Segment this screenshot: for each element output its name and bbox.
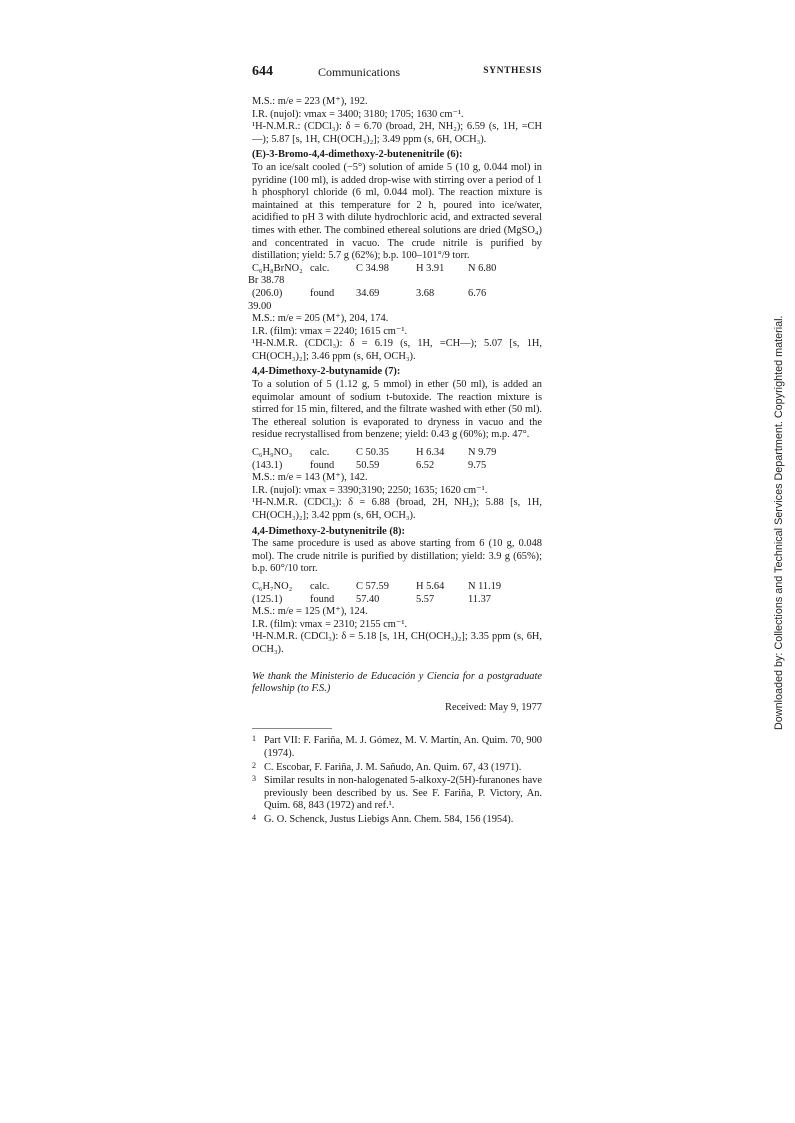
section-6-ms: M.S.: m/e = 205 (M⁺), 204, 174. (252, 313, 389, 325)
analysis-found-row: (125.1) found 57.40 5.57 11.37 (252, 593, 491, 605)
analysis-found-row: (206.0) found 34.69 3.68 6.76 39.00 (248, 287, 487, 312)
journal-name: SYNTHESIS (483, 66, 542, 76)
section-6-body: To an ice/salt cooled (−5°) solution of amide 5 (10 g, 0.044 mol) in pyridine (100 ml), is added drop-wise with stirring over a period of 1 h phosphoryl chloride (6 ml, 0.044 mol). The reaction mixture is maintained at this temperature for 2 h, poured into ice/water, acidified to pH 3 with dilute hydrochloric acid, and extracted several times with ether. The combined ethereal solutions are dried (MgSO₄) and concentrated in vacuo. The crude nitrile is purified by distillation; yield: 5.7 g (62%); b.p. 100–101°/9 torr. (252, 161, 542, 262)
footnote-text: Part VII: F. Fariña, M. J. Gómez, M. V. Martín, An. Quim. 70, 900 (1974). (264, 735, 542, 759)
footnote (252, 762, 542, 775)
section-7-body: To a solution of 5 (1.12 g, 5 mmol) in ether (50 ml), is added an equimolar amount of sodium t-butoxide. The reaction mixture is stirred for 15 min, filtered, and the filtrate washed with ether (50 ml). The ethereal solution is evaporated to dryness in vacuo and the residue recrystallised from benzene; yield: 0.43 g (60%); m.p. 47°. (252, 379, 542, 441)
running-header (252, 64, 542, 80)
footnote (252, 735, 542, 760)
section-8-ms: M.S.: m/e = 125 (M⁺), 124. (252, 606, 368, 618)
download-notice (773, 315, 787, 1110)
received-date: Received: May 9, 1977 (445, 701, 542, 713)
section-7-nmr: ¹H-N.M.R. (CDCl₃): δ = 6.88 (broad, 2H, NH₂); 5.88 [s, 1H, CH(OCH₃)₂]; 3.42 ppm (s, 6H, OCH₃). (252, 497, 542, 521)
footnotes (252, 735, 542, 826)
footnote-number: 3 (252, 774, 256, 784)
footnote-number: 2 (252, 760, 256, 770)
text-column (248, 96, 542, 827)
footnote-text: Similar results in non-halogenated 5-alkoxy-2(5H)-furanones have previously been described by us. See F. Fariña, P. Victory, An. Quim. 68, 843 (1972) and ref.¹. (264, 775, 542, 812)
section-7-ms: M.S.: m/e = 143 (M⁺), 142. (252, 472, 368, 484)
analysis-calc-row: C₆H₉NO₃ calc. C 50.35 H 6.34 N 9.79 (252, 447, 497, 459)
intro-ir: I.R. (nujol): νmax = 3400; 3180; 1705; 1630 cm⁻¹. (252, 108, 464, 120)
section-6-ir: I.R. (film): νmax = 2240; 1615 cm⁻¹. (252, 325, 408, 337)
footnote-text: G. O. Schenck, Justus Liebigs Ann. Chem. 584, 156 (1954). (264, 813, 514, 825)
section-8-nmr: ¹H-N.M.R. (CDCl₃): δ = 5.18 [s, 1H, CH(OCH₃)₂]; 3.35 ppm (s, 6H, OCH₃). (252, 631, 542, 655)
section-8-ir: I.R. (film): νmax = 2310; 2155 cm⁻¹. (252, 618, 408, 630)
footnote-number: 4 (252, 812, 256, 822)
footnote-number: 1 (252, 734, 256, 744)
footnote (252, 814, 542, 827)
analysis-calc-row: C₆H₈BrNO₂ calc. C 34.98 H 3.91 N 6.80 Br 38.78 (248, 262, 497, 287)
analysis-found-row: (143.1) found 50.59 6.52 9.75 (252, 459, 487, 471)
section-6-title: (E)-3-Bromo-4,4-dimethoxy-2-butenenitrile (6): (252, 149, 463, 161)
section-7-title: 4,4-Dimethoxy-2-butynamide (7): (252, 366, 401, 378)
analysis-calc-row: C₆H₇NO₂ calc. C 57.59 H 5.64 N 11.19 (252, 580, 502, 592)
acknowledgement: We thank the Ministerio de Educación y Ciencia for a postgraduate fellowship (to F.S.) (252, 670, 542, 695)
intro-nmr: ¹H-N.M.R.: (CDCl₃): δ = 6.70 (broad, 2H, NH₂); 6.59 (s, 1H, =CH—); 5.87 [s, 1H, CH(OCH₃)₂]; 3.49 ppm (s, 6H, OCH₃). (252, 121, 542, 145)
intro-ms: M.S.: m/e = 223 (M⁺), 192. (252, 96, 368, 107)
page-number: 644 (252, 64, 273, 79)
section-8-body: The same procedure is used as above starting from 6 (10 g, 0.048 mol). The crude nitrile is purified by distillation; yield: 3.9 g (65%); b.p. 60°/10 torr. (252, 538, 542, 575)
section-7-ir: I.R. (nujol): νmax = 3390;3190; 2250; 1635; 1620 cm⁻¹. (252, 484, 488, 496)
footnote (252, 775, 542, 813)
section-name: Communications (318, 65, 400, 79)
section-6-nmr: ¹H-N.M.R. (CDCl₃): δ = 6.19 (s, 1H, =CH—); 5.07 [s, 1H, CH(OCH₃)₂]; 3.46 ppm (s, 6H, OCH₃). (252, 338, 542, 362)
footnote-text: C. Escobar, F. Fariña, J. M. Sañudo, An. Quim. 67, 43 (1971). (264, 761, 522, 773)
footnote-rule (252, 728, 332, 729)
download-notice-text: Downloaded by: Collections and Technical Services Department. Copyrighted material. (773, 315, 785, 730)
section-8-title: 4,4-Dimethoxy-2-butynenitrile (8): (252, 525, 405, 537)
